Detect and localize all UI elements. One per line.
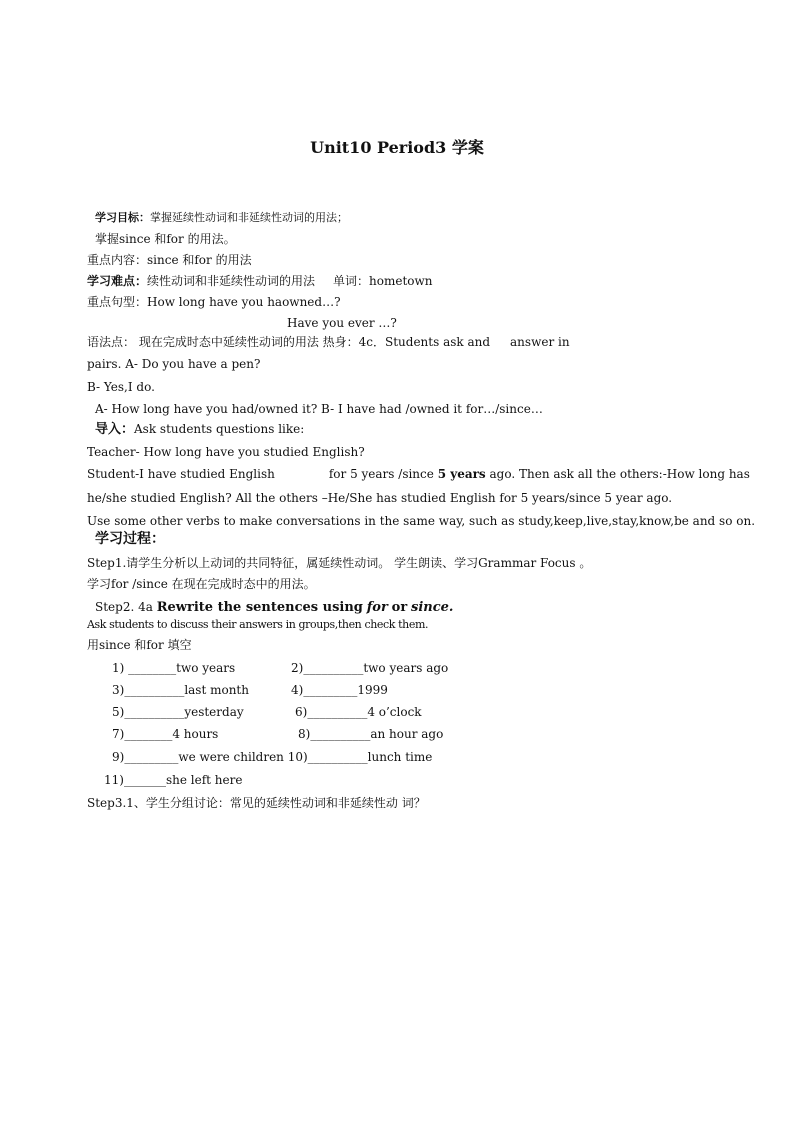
step2-prefix: Step2. 4a [95,600,153,614]
lead-in-line [95,422,304,437]
dialog-line-2: B- Yes,I do. [87,380,155,394]
objectives-text-2: 掌握since 和for 的用法。 [95,232,236,246]
exercise-3: 3)__________last month [112,683,249,697]
step2-bold-a: Rewrite the sentences using [156,600,363,615]
objectives-text: 掌握延续性动词和非延续性动词的用法； [150,211,348,224]
step2-line [95,600,453,615]
key-sentence-1: 重点句型：How long have you haowned…? [87,295,341,309]
words-text: 单词：hometown [333,274,433,288]
verbs-line: Use some other verbs to make conversations in the same way, such as study,keep,live,stay,know,be and so on. [87,514,756,528]
difficulty-text: 续性动词和非延续性动词的用法 [147,274,316,288]
exercise-8: 8)__________an hour ago [298,727,444,741]
student-text-bold: 5 years [437,467,486,481]
step2-note: Ask students to discuss their answers in groups,then check them. [87,618,429,631]
others-line: he/she studied English? All the others –He/She has studied English for 5 years/since 5 year ago. [87,491,673,505]
exercise-6: 6)__________4 o’clock [295,705,422,719]
student-text-a: Student-I have studied English [87,467,275,481]
difficulty-label: 学习难点： [87,274,148,288]
student-text-c: ago. Then ask all the others:-How long has [489,467,750,481]
step2-since: since. [411,600,454,615]
objectives-label: 学习目标： [95,211,150,224]
dialog-line-3: A- How long have you had/owned it? B- I have had /owned it for…/since… [95,402,543,416]
step2-for: for [366,600,388,615]
teacher-line: Teacher- How long have you studied English? [87,445,365,459]
grammar-text: 语法点： 现在完成时态中延续性动词的用法 热身：4c．Students ask and [87,335,491,349]
exercise-7: 7)________4 hours [112,727,219,741]
student-line [87,467,750,482]
grammar-line [87,335,570,350]
fill-title: 用since 和for 填空 [87,638,192,652]
exercise-1: 1) ________two years [112,661,236,675]
lead-in-label: 导入： [95,422,135,437]
difficulty-line [87,274,433,289]
student-text-b: for 5 years /since [328,467,434,481]
grammar-tail: answer in [510,335,570,349]
key-sentence-2: Have you ever …? [287,316,397,330]
step1-b-line: 学习for /since 在现在完成时态中的用法。 [87,577,316,591]
exercise-11: 11)_______she left here [104,773,243,787]
process-heading: 学习过程： [95,531,165,547]
objectives-line [95,210,348,225]
exercise-2: 2)__________two years ago [291,661,449,675]
exercise-9-10: 9)_________we were children 10)__________lunch time [112,750,433,764]
key-content: 重点内容：since 和for 的用法 [87,253,252,267]
step1-line: Step1.请学生分析以上动词的共同特征，属延续性动词。 学生朗读、学习Grammar Focus 。 [87,556,592,570]
exercise-5: 5)__________yesterday [112,705,244,719]
step2-or: or [391,600,408,615]
lead-in-text: Ask students questions like: [134,422,305,436]
exercise-4: 4)_________1999 [291,683,388,697]
dialog-line-1: pairs. A- Do you have a pen? [87,357,261,371]
document-title: Unit10 Period3 学案 [310,138,484,157]
step3-line: Step3.1、学生分组讨论：常见的延续性动词和非延续性动 词？ [87,796,426,810]
